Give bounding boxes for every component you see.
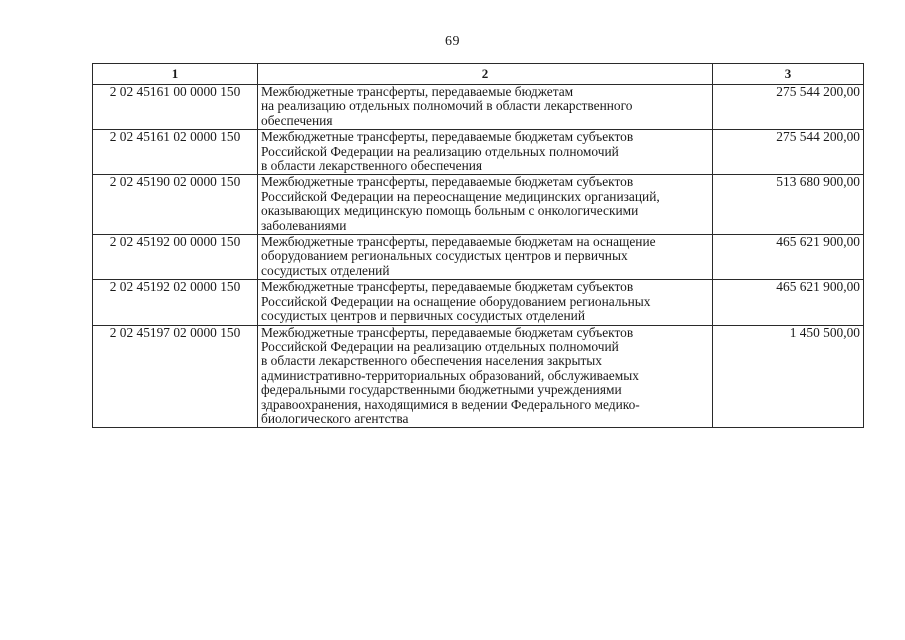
column-header-3: 3 <box>713 64 864 85</box>
amount: 275 544 200,00 <box>713 130 864 175</box>
budget-code: 2 02 45192 00 0000 150 <box>93 235 258 280</box>
description <box>258 235 713 280</box>
description-line: оказывающих медицинскую помощь больным с онкологическими <box>261 203 639 219</box>
description-line: Российской Федерации на реализацию отдельных полномочий <box>261 338 619 354</box>
budget-code: 2 02 45161 00 0000 150 <box>93 85 258 130</box>
amount: 513 680 900,00 <box>713 175 864 235</box>
description-line: биологического агентства <box>261 410 409 426</box>
budget-table <box>92 63 864 428</box>
description-line: на реализацию отдельных полномочий в области лекарственного <box>261 98 633 114</box>
description-line: Российской Федерации на оснащение оборудованием региональных <box>261 293 651 309</box>
description-line: Межбюджетные трансферты, передаваемые бюджетам субъектов <box>261 279 634 295</box>
description-line: сосудистых центров и первичных сосудистых отделений <box>261 308 585 324</box>
budget-code: 2 02 45192 02 0000 150 <box>93 280 258 325</box>
amount: 275 544 200,00 <box>713 85 864 130</box>
table-header-row <box>93 64 864 85</box>
page-number: 69 <box>445 34 460 49</box>
table-row <box>93 175 864 235</box>
description-line: заболеваниями <box>261 217 347 233</box>
description-line: Межбюджетные трансферты, передаваемые бюджетам субъектов <box>261 174 634 190</box>
description-line: в области лекарственного обеспечения населения закрытых <box>261 353 603 369</box>
description <box>258 280 713 325</box>
column-header-1: 1 <box>93 64 258 85</box>
amount: 465 621 900,00 <box>713 280 864 325</box>
table-row <box>93 280 864 325</box>
column-header-2: 2 <box>258 64 713 85</box>
table-row <box>93 130 864 175</box>
budget-code: 2 02 45161 02 0000 150 <box>93 130 258 175</box>
amount: 1 450 500,00 <box>713 325 864 428</box>
description-line: обеспечения <box>261 112 333 128</box>
description-line: здравоохранения, находящимися в ведении Федерального медико- <box>261 396 640 412</box>
budget-code: 2 02 45197 02 0000 150 <box>93 325 258 428</box>
description <box>258 130 713 175</box>
description-line: в области лекарственного обеспечения <box>261 158 483 174</box>
description-line: Межбюджетные трансферты, передаваемые бюджетам на оснащение <box>261 234 656 250</box>
description <box>258 85 713 130</box>
description <box>258 175 713 235</box>
budget-code: 2 02 45190 02 0000 150 <box>93 175 258 235</box>
description-line: Российской Федерации на реализацию отдельных полномочий <box>261 143 619 159</box>
description-line: Межбюджетные трансферты, передаваемые бюджетам <box>261 84 574 99</box>
description-line: оборудованием региональных сосудистых центров и первичных <box>261 248 628 264</box>
description-line: Российской Федерации на переоснащение медицинских организаций, <box>261 188 660 204</box>
description-line: Межбюджетные трансферты, передаваемые бюджетам субъектов <box>261 129 634 145</box>
table-row <box>93 85 864 130</box>
description-line: административно-территориальных образований, обслуживаемых <box>261 367 639 383</box>
table-row <box>93 325 864 428</box>
description-line: Межбюджетные трансферты, передаваемые бюджетам субъектов <box>261 324 634 340</box>
description-line: сосудистых отделений <box>261 262 390 278</box>
description-line: федеральными государственными бюджетными учреждениями <box>261 382 622 398</box>
table-row <box>93 235 864 280</box>
amount: 465 621 900,00 <box>713 235 864 280</box>
description <box>258 325 713 428</box>
